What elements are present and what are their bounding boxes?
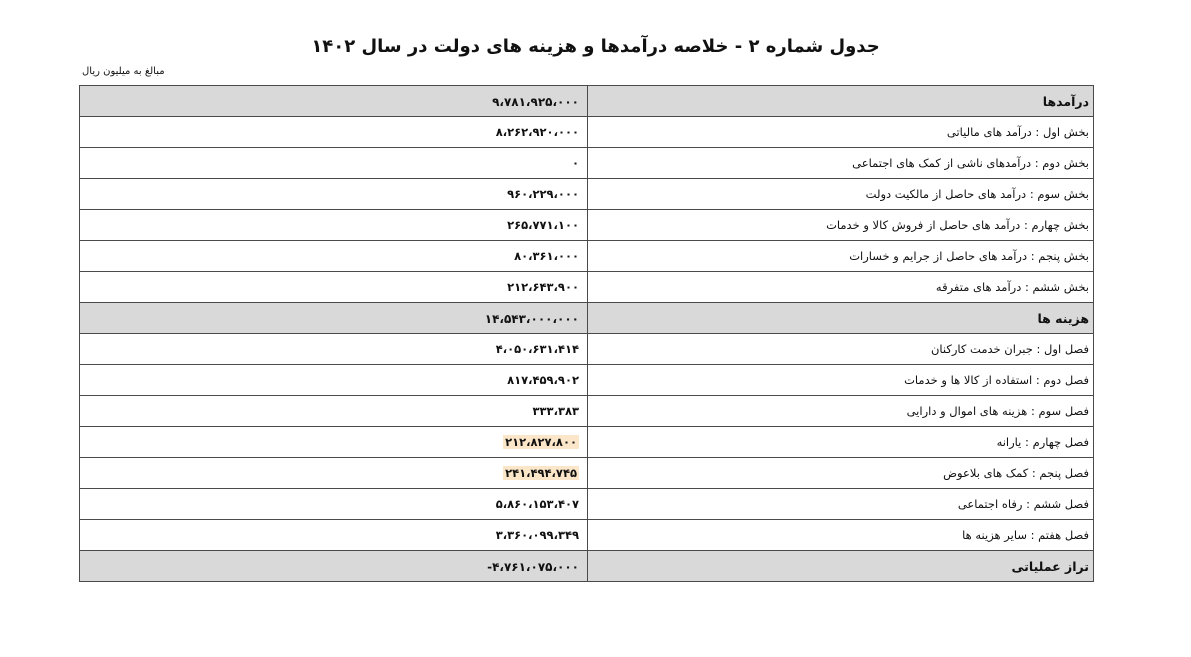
row-label: درآمدها <box>588 86 1094 117</box>
row-value-cell <box>80 210 588 241</box>
row-value: ۲۶۵،۷۷۱،۱۰۰ <box>507 218 579 232</box>
row-value-cell <box>80 365 588 396</box>
row-value: ۳،۳۶۰،۰۹۹،۳۴۹ <box>495 528 579 542</box>
row-value-cell <box>80 303 588 334</box>
row-value: ۲۴۱،۴۹۴،۷۴۵ <box>505 466 577 480</box>
row-label: فصل پنجم : کمک های بلاعوض <box>588 458 1094 489</box>
section-header-row <box>80 551 1094 582</box>
row-value: ۰ <box>571 156 579 170</box>
row-value: -۴،۷۶۱،۰۷۵،۰۰۰ <box>487 559 579 574</box>
page-title: جدول شماره ۲ - خلاصه درآمدها و هزینه های دولت در سال ۱۴۰۲ <box>311 36 880 57</box>
row-value: ۸،۲۶۲،۹۲۰،۰۰۰ <box>495 125 579 139</box>
table-row <box>80 334 1094 365</box>
row-value-cell <box>80 86 588 117</box>
row-value: ۸۱۷،۴۵۹،۹۰۲ <box>507 373 579 387</box>
row-label: بخش چهارم : درآمد های حاصل از فروش کالا و خدمات <box>588 210 1094 241</box>
row-value-cell <box>80 520 588 551</box>
row-value-cell <box>80 272 588 303</box>
row-value: ۸۰،۳۶۱،۰۰۰ <box>514 249 579 263</box>
row-value: ۲۱۲،۶۴۳،۹۰۰ <box>507 280 579 294</box>
unit-note: مبالغ به میلیون ریال <box>82 66 165 77</box>
row-value: ۹۶۰،۲۲۹،۰۰۰ <box>507 187 579 201</box>
table-row <box>80 148 1094 179</box>
row-value-cell <box>80 179 588 210</box>
table-row <box>80 458 1094 489</box>
summary-table <box>79 85 1094 582</box>
row-value-cell <box>80 489 588 520</box>
row-label: فصل سوم : هزینه های اموال و دارایی <box>588 396 1094 427</box>
row-label: فصل هفتم : سایر هزینه ها <box>588 520 1094 551</box>
row-value: ۹،۷۸۱،۹۲۵،۰۰۰ <box>492 94 579 109</box>
table-row <box>80 520 1094 551</box>
row-label: فصل ششم : رفاه اجتماعی <box>588 489 1094 520</box>
row-value: ۴،۰۵۰،۶۳۱،۴۱۴ <box>495 342 579 356</box>
row-value-cell <box>80 551 588 582</box>
table-body <box>80 86 1094 582</box>
table-row <box>80 117 1094 148</box>
row-value-cell <box>80 241 588 272</box>
row-value-cell <box>80 396 588 427</box>
table-row <box>80 241 1094 272</box>
row-label: بخش سوم : درآمد های حاصل از مالکیت دولت <box>588 179 1094 210</box>
row-label: بخش پنجم : درآمد های حاصل از جرایم و خسارات <box>588 241 1094 272</box>
table-row <box>80 489 1094 520</box>
row-label: فصل دوم : استفاده از کالا ها و خدمات <box>588 365 1094 396</box>
row-label: بخش ششم : درآمد های متفرقه <box>588 272 1094 303</box>
row-label: فصل اول : جبران خدمت کارکنان <box>588 334 1094 365</box>
row-value: ۱۴،۵۴۳،۰۰۰،۰۰۰ <box>484 311 579 326</box>
table-row <box>80 396 1094 427</box>
row-label: هزینه ها <box>588 303 1094 334</box>
table-row <box>80 272 1094 303</box>
row-value-cell <box>80 148 588 179</box>
row-value-cell <box>80 334 588 365</box>
row-label: بخش دوم : درآمدهای ناشی از کمک های اجتماعی <box>588 148 1094 179</box>
table-row <box>80 210 1094 241</box>
row-value-cell <box>80 117 588 148</box>
row-label: تراز عملیاتی <box>588 551 1094 582</box>
table-row <box>80 179 1094 210</box>
section-header-row <box>80 303 1094 334</box>
row-value-cell <box>80 458 588 489</box>
row-value: ۵،۸۶۰،۱۵۳،۴۰۷ <box>495 497 579 511</box>
section-header-row <box>80 86 1094 117</box>
row-label: فصل چهارم : یارانه <box>588 427 1094 458</box>
table-row <box>80 427 1094 458</box>
table-row <box>80 365 1094 396</box>
row-value-cell <box>80 427 588 458</box>
row-value: ۳۳۳،۳۸۳ <box>532 404 579 418</box>
row-value: ۲۱۲،۸۲۷،۸۰۰ <box>505 435 577 449</box>
row-label: بخش اول : درآمد های مالیاتی <box>588 117 1094 148</box>
